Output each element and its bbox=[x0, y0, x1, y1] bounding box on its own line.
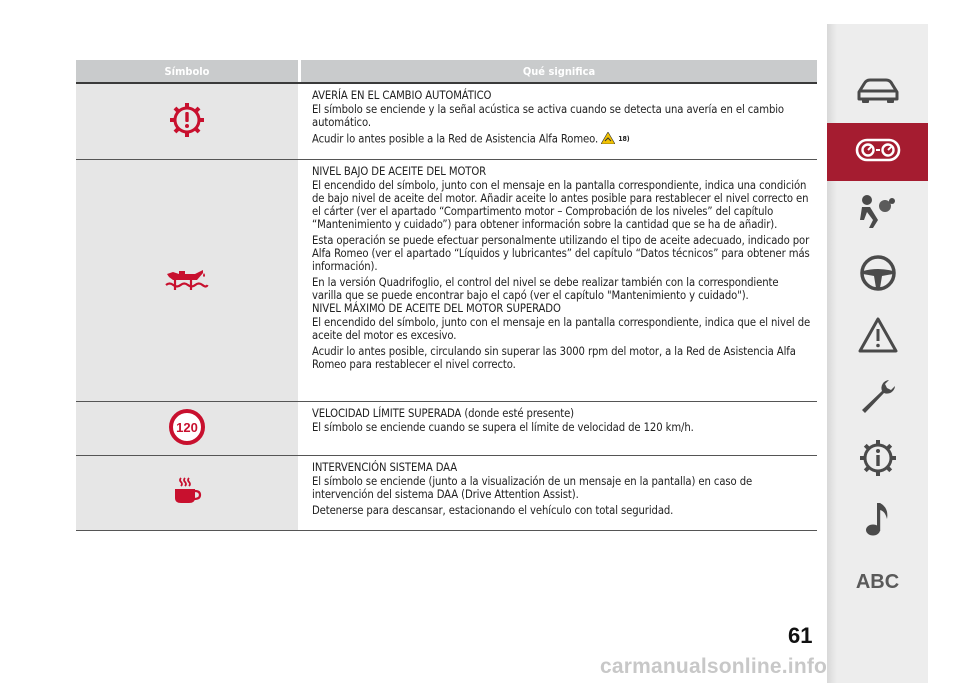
sidebar-item-dashboard[interactable] bbox=[827, 123, 928, 181]
row-paragraph: Acudir lo antes posible a la Red de Asistencia Alfa Romeo. 18) bbox=[312, 132, 630, 146]
symbol-cell bbox=[76, 160, 301, 401]
page-number: 61 bbox=[788, 623, 813, 648]
row-paragraph: El símbolo se enciende y la señal acústica se activa cuando se detecta una avería en el cambio automático. bbox=[312, 103, 784, 129]
header-meaning: Qué significa bbox=[522, 64, 596, 78]
watermark: carmanualsonline.info bbox=[600, 655, 828, 678]
reference-number: 18) bbox=[618, 135, 630, 143]
row-title: AVERÍA EN EL CAMBIO AUTOMÁTICO bbox=[312, 89, 492, 102]
row-paragraph: El símbolo se enciende cuando se supera el límite de velocidad de 120 km/h. bbox=[312, 421, 694, 434]
row-paragraph: El encendido del símbolo, junto con el mensaje en la pantalla correspondiente, indica que el nivel de aceite del motor es excesivo. bbox=[312, 316, 811, 342]
sidebar-item-car[interactable] bbox=[827, 62, 928, 120]
gear-exclamation-icon bbox=[169, 102, 205, 142]
sidebar-item-driving[interactable] bbox=[827, 246, 928, 304]
symbol-cell bbox=[76, 402, 301, 455]
warning-triangle-icon bbox=[857, 316, 899, 358]
oil-level-icon bbox=[165, 266, 209, 296]
row-paragraph: Acudir lo antes posible, circulando sin superar las 3000 rpm del motor, a la Red de Asistencia Alfa Romeo para restablecer el nivel correcto. bbox=[312, 345, 796, 371]
row-paragraph: En la versión Quadrifoglio, el control del nivel se debe realizar también con la correspondiente varilla que se puede encontrar bajo el capó (ver el capítulo "Mantenimiento y cuidado"). bbox=[312, 276, 779, 302]
symbol-cell bbox=[76, 456, 301, 530]
wrench-icon bbox=[858, 377, 898, 421]
car-icon bbox=[856, 74, 900, 108]
meaning-cell bbox=[301, 160, 817, 401]
chapter-sidebar bbox=[827, 24, 960, 683]
meaning-cell bbox=[301, 84, 817, 159]
table-row bbox=[76, 402, 817, 456]
meaning-cell bbox=[301, 456, 817, 530]
header-symbol: Símbolo bbox=[76, 60, 301, 82]
row-paragraph: Detenerse para descansar, estacionando el vehículo con total seguridad. bbox=[312, 504, 674, 517]
row-subtitle: NIVEL MÁXIMO DE ACEITE DEL MOTOR SUPERADO bbox=[312, 302, 561, 315]
symbol-table bbox=[76, 60, 817, 531]
row-title: NIVEL BAJO DE ACEITE DEL MOTOR bbox=[312, 165, 487, 178]
coffee-cup-icon bbox=[172, 476, 202, 510]
sidebar-item-emergency[interactable] bbox=[827, 308, 928, 366]
svg-text:120: 120 bbox=[176, 419, 198, 435]
sidebar-item-index[interactable] bbox=[827, 553, 928, 611]
meaning-cell bbox=[301, 402, 817, 455]
row-paragraph: El símbolo se enciende (junto a la visualización de un mensaje en la pantalla) en caso de intervención del sistema DAA (Drive Attention Assist). bbox=[312, 475, 753, 501]
symbol-cell bbox=[76, 84, 301, 159]
table-row bbox=[76, 84, 817, 160]
sidebar-item-multimedia[interactable] bbox=[827, 492, 928, 550]
dashboard-gauges-icon bbox=[855, 138, 901, 166]
gear-info-icon bbox=[858, 438, 898, 482]
table-header bbox=[76, 60, 817, 82]
sidebar-item-technical[interactable] bbox=[827, 431, 928, 489]
row-title: VELOCIDAD LÍMITE SUPERADA (donde esté presente) bbox=[312, 407, 574, 420]
table-row bbox=[76, 456, 817, 531]
sidebar-item-safety[interactable] bbox=[827, 185, 928, 243]
speed-limit-120-icon bbox=[168, 408, 206, 450]
table-row bbox=[76, 160, 817, 402]
sidebar-item-maintenance[interactable] bbox=[827, 370, 928, 428]
airbag-person-icon bbox=[858, 194, 898, 234]
row-paragraph: El encendido del símbolo, junto con el mensaje en la pantalla correspondiente, indica una condición de bajo nivel de aceite del motor. Añadir aceite lo antes posible para restablecer el nivel correcto en el cárter (ver el apartado “Compartimento motor – Comprobación de los niveles” del capítulo “Mantenimiento y cuidado”) para obtener información sobre la cantidad que se ha de añadir). bbox=[312, 179, 809, 231]
music-note-icon bbox=[863, 499, 893, 543]
row-title: INTERVENCIÓN SISTEMA DAA bbox=[312, 461, 458, 474]
warning-reference-icon bbox=[601, 132, 615, 147]
row-paragraph: Esta operación se puede efectuar personalmente utilizando el tipo de aceite adecuado, indicado por Alfa Romeo (ver el apartado “Líquidos y lubricantes” del capítulo “Datos técnicos” para obtener más información). bbox=[312, 234, 810, 273]
abc-icon: ABC bbox=[855, 570, 900, 593]
steering-wheel-icon bbox=[858, 253, 898, 297]
